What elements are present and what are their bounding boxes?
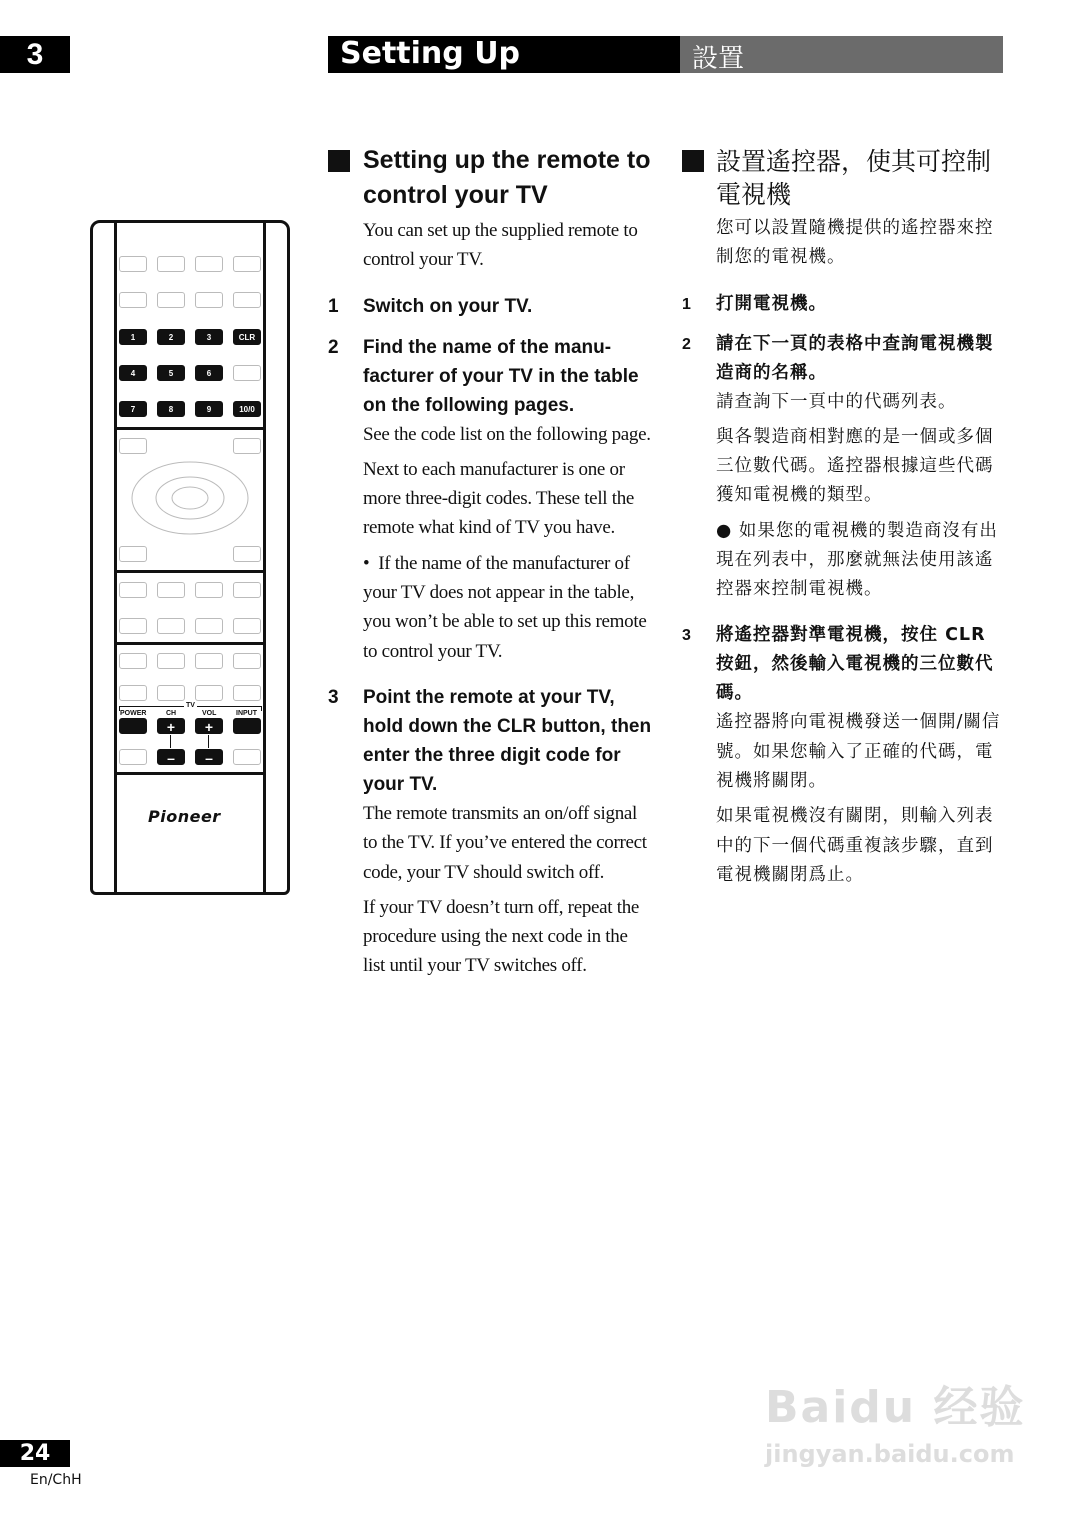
remote-input-button [233,718,261,734]
chapter-number: 3 [0,36,70,73]
remote-key-7: 7 [119,401,147,417]
section-heading-en: Setting up the remote to control your TV [363,146,651,209]
bullet-text [716,517,1006,605]
section-header-en [328,143,653,213]
intro-text-zh: 您可以設置隨機提供的遙控器來控制您的電視機。 [716,218,994,268]
bullet-icon: ● [716,520,739,541]
remote-vol-label: VOL [202,710,217,717]
remote-input-label: INPUT [236,710,257,717]
body-text: 遙控器將向電視機發送一個開/關信號。如果您輸入了正確的代碼，電視機將關閉。 [716,712,1001,792]
section-marker [328,150,350,172]
intro-text-en: You can set up the supplied remote to control your TV. [363,220,638,271]
step-title: 請在下一頁的表格中查詢電視機製造商的名稱。 [716,333,994,384]
remote-key-clr: CLR [233,329,261,345]
body-text: The remote transmits an on/off signal to the TV. If you’ve entered the correct code, your TV should switch off. [363,802,647,883]
remote-illustration [90,220,290,895]
remote-key-3: 3 [195,329,223,345]
step-title: Point the remote at your TV, hold down the CLR button, then enter the three digit code for your TV. [363,686,652,795]
pioneer-logo: Pioneer [148,807,221,826]
english-column [328,143,653,981]
remote-ch-label: CH [166,710,177,717]
page-number: 24 [0,1440,70,1467]
remote-vol-plus: + [195,718,223,734]
remote-key-2: 2 [157,329,185,345]
step-number: 1 [328,295,339,317]
remote-key-4: 4 [119,365,147,381]
remote-key-10-0: 10/0 [233,401,261,417]
bullet-text-content: If the name of the manufacturer of your TV does not appear in the table, you won’t be able to set up this remote to control your TV. [363,552,647,662]
body-text: 請查詢下一頁中的代碼列表。 [716,392,957,413]
remote-key-6: 6 [195,365,223,381]
remote-power-label: POWER [120,710,147,717]
chinese-column [682,145,1006,890]
remote-power-button [119,718,147,734]
remote-ch-minus: – [157,749,185,765]
remote-key-8: 8 [157,401,185,417]
body-text: Next to each manufacturer is one or more three-digit codes. These tell the remote what kind of TV you have. [363,458,635,539]
remote-ch-plus: + [157,718,185,734]
body-text: If your TV doesn’t turn off, repeat the procedure using the next code in the list until your TV switches off. [363,896,640,977]
page-title: Setting Up [328,36,680,73]
step-number: 3 [682,626,691,644]
body-text: 如果電視機沒有關閉，則輸入列表中的下一個代碼重複該步驟，直到電視機關閉爲止。 [716,806,994,885]
step-number: 1 [682,295,691,313]
step-title: 將遙控器對準電視機，按住 CLR 按鈕，然後輸入電視機的三位數代碼。 [716,624,994,704]
step-title: Switch on your TV. [363,295,533,317]
remote-key-9: 9 [195,401,223,417]
remote-key-5: 5 [157,365,185,381]
remote-tv-label: TV [186,702,195,709]
section-header-zh [682,145,1006,211]
bullet-text [363,549,653,666]
watermark-url: jingyan.baidu.com [765,1440,1015,1468]
section-heading-zh: 設置遙控器，使其可控制電視機 [716,147,992,209]
step-title: 打開電視機。 [716,293,827,314]
watermark-logo: Baidu 经验 [765,1382,1026,1433]
step-number: 2 [682,335,691,353]
step-number: 2 [328,336,339,358]
remote-key-1: 1 [119,329,147,345]
step-number: 3 [328,686,339,708]
language-code: En/ChH [30,1472,82,1488]
remote-vol-minus: – [195,749,223,765]
bullet-text-content: 如果您的電視機的製造商沒有出現在列表中，那麼就無法使用該遙控器來控制電視機。 [716,520,998,600]
body-text: See the code list on the following page. [363,423,651,445]
body-text: 與各製造商相對應的是一個或多個三位數代碼。遙控器根據這些代碼獲知電視機的類型。 [716,426,994,506]
section-marker [682,150,704,172]
dpad-icon [130,460,250,536]
page-title-zh: 設置 [680,36,1003,73]
bullet-icon: • [363,552,379,574]
step-title: Find the name of the manu-facturer of your TV in the table on the following pages. [363,336,639,416]
